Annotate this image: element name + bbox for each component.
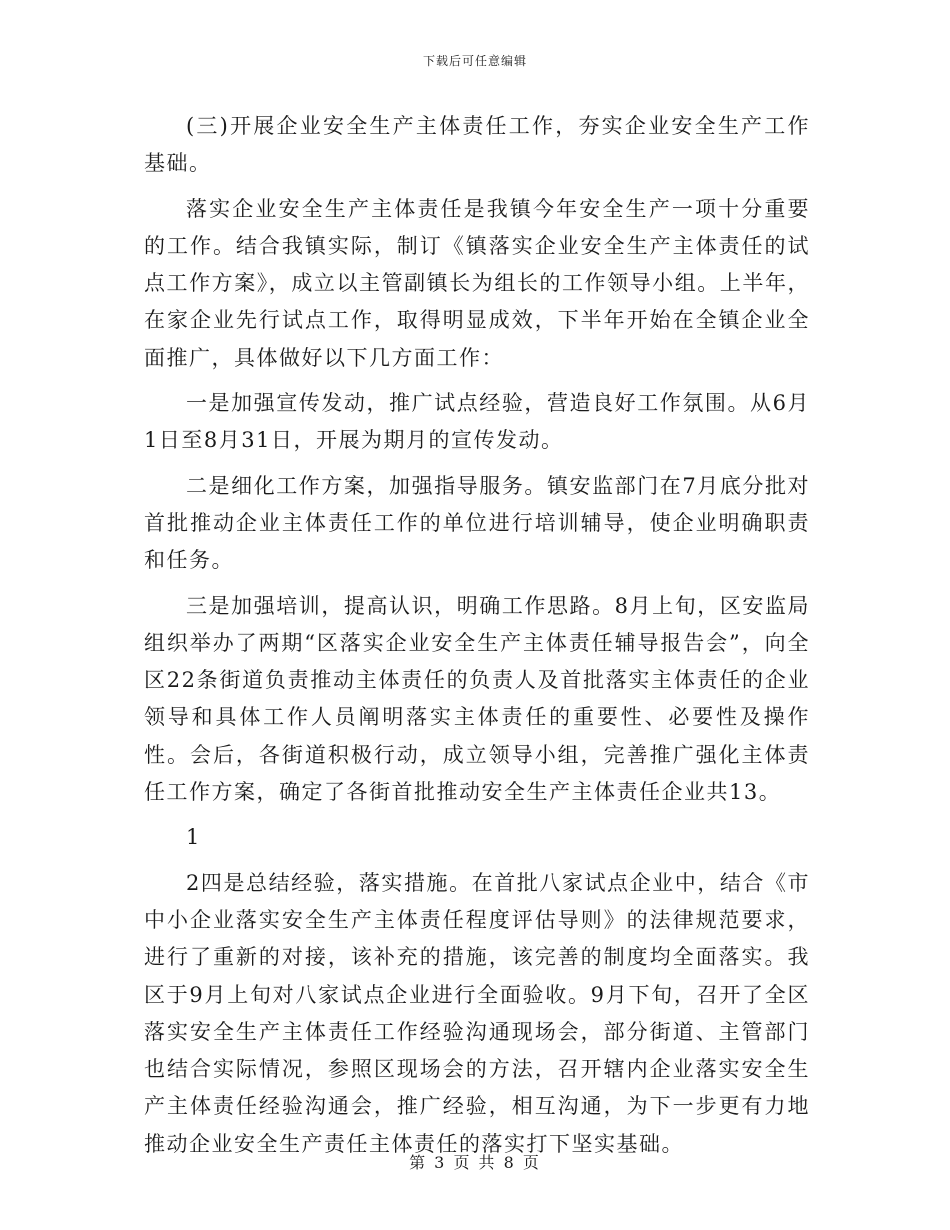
paragraph-item-one: 一是加强宣传发动，推广试点经验，营造良好工作氛围。从6月1日至8月31日，开展为期月的宣传发动。 [144, 391, 810, 453]
paragraph-item-two: 二是细化工作方案，加强指导服务。镇安监部门在7月底分批对首批推动企业主体责任工作的单位进行培训辅导，使企业明确职责和任务。 [144, 473, 810, 573]
paragraph-section-heading: (三)开展企业安全生产主体责任工作，夯实企业安全生产工作基础。 [144, 114, 810, 176]
paragraph-item-four: 2四是总结经验，落实措施。在首批八家试点企业中，结合《市中小企业落实安全生产主体责任程度评估导则》的法律规范要求，进行了重新的对接，该补充的措施，该完善的制度均全面落实。我区于9月上旬对八家试点企业进行全面验收。9月下旬，召开了全区落实安全生产主体责任工作经验沟通现场会，部分街道、主管部门也结合实际情况，参照区现场会的方法，召开辖内企业落实安全生产主体责任经验沟通会，推广经验，相互沟通，为下一步更有力地推动企业安全生产责任主体责任的落实打下坚实基础。 [144, 870, 810, 1156]
paragraph-item-three: 三是加强培训，提高认识，明确工作思路。8月上旬，区安监局组织举办了两期“区落实企业安全生产主体责任辅导报告会”，向全区22条街道负责推动主体责任的负责人及首批落实主体责任的企业领导和具体工作人员阐明落实主体责任的重要性、必要性及操作性。会后，各街道积极行动，成立领导小组，完善推广强化主体责任工作方案，确定了各街首批推动安全生产主体责任企业共13。 [144, 593, 810, 805]
paragraph-page-marker: 1 [186, 825, 201, 850]
document-body [144, 108, 810, 1163]
header-note: 下载后可任意编辑 [422, 54, 527, 68]
paragraph-intro: 落实企业安全生产主体责任是我镇今年安全生产一项十分重要的工作。结合我镇实际，制订《镇落实企业安全生产主体责任的试点工作方案》，成立以主管副镇长为组长的工作领导小组。上半年，在家企业先行试点工作，取得明显成效，下半年开始在全镇企业全面推广，具体做好以下几方面工作： [144, 196, 810, 370]
page-number: 第 3 页 共 8 页 [409, 1153, 541, 1172]
